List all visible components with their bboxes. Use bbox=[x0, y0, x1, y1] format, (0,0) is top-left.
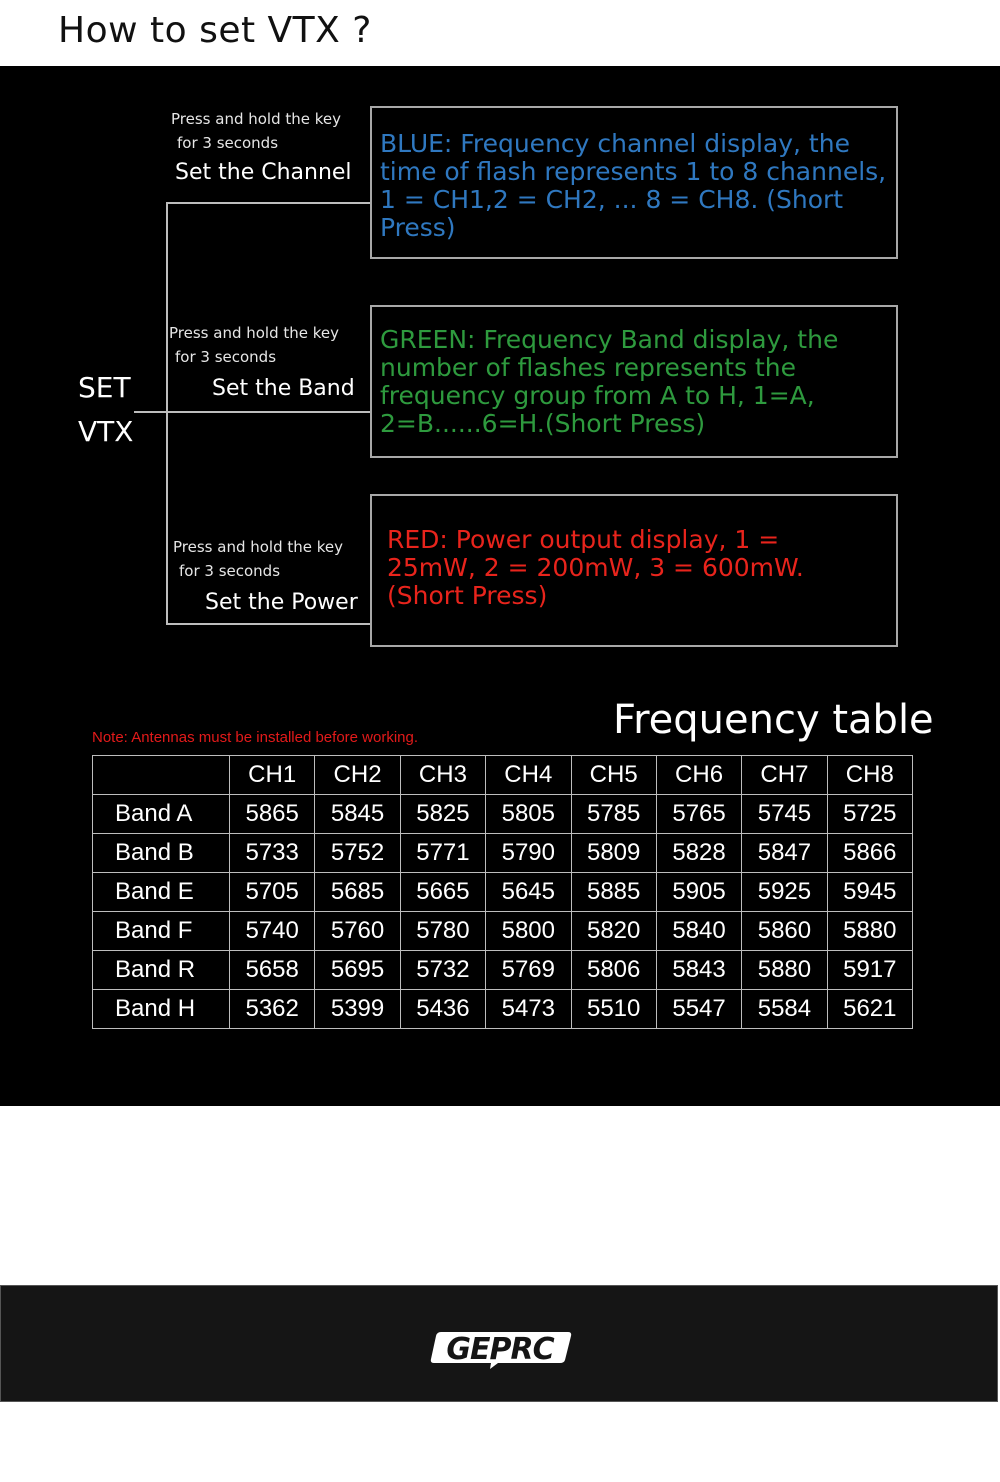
connector-root bbox=[134, 411, 370, 413]
table-row: Band E 5705 5685 5665 5645 5885 5905 5925 5945 bbox=[93, 873, 913, 912]
set-band-label: Set the Band bbox=[212, 376, 355, 401]
band-description-box: GREEN: Frequency Band display, the number of flashes represents the frequency group from A to H, 1=A, 2=B......6=H.(Short Press) bbox=[370, 305, 898, 458]
set-power-label: Set the Power bbox=[205, 590, 358, 615]
connector-channel bbox=[166, 202, 370, 204]
power-hint: Press and hold the key for 3 seconds bbox=[173, 538, 344, 580]
table-header-row: CH1 CH2 CH3 CH4 CH5 CH6 CH7 CH8 bbox=[93, 756, 913, 795]
set-channel-label: Set the Channel bbox=[175, 160, 352, 185]
antenna-warning-note: Note: Antennas must be installed before working. bbox=[92, 729, 419, 746]
table-row: Band F 5740 5760 5780 5800 5820 5840 5860 5880 bbox=[93, 912, 913, 951]
channel-description-box: BLUE: Frequency channel display, the time of flash represents 1 to 8 channels, 1 = CH1,2 = CH2, ... 8 = CH8. (Short Press) bbox=[370, 106, 898, 259]
svg-text:GEPRC: GEPRC bbox=[446, 1332, 554, 1367]
table-row: Band B 5733 5752 5771 5790 5809 5828 5847 5866 bbox=[93, 834, 913, 873]
channel-hint: Press and hold the key for 3 seconds bbox=[171, 110, 342, 152]
table-row: Band H 5362 5399 5436 5473 5510 5547 5584 5621 bbox=[93, 990, 913, 1029]
band-hint: Press and hold the key for 3 seconds bbox=[169, 324, 340, 366]
connector-power bbox=[166, 623, 370, 625]
power-description-box: RED: Power output display, 1 = 25mW, 2 = 200mW, 3 = 600mW.(Short Press) bbox=[370, 494, 898, 647]
frequency-table-title: Frequency table bbox=[613, 697, 934, 743]
connector-vertical bbox=[166, 202, 168, 625]
set-vtx-label: SET VTX bbox=[78, 371, 134, 448]
frequency-table bbox=[92, 755, 913, 1029]
page-title: How to set VTX ? bbox=[58, 10, 372, 51]
table-row: Band R 5658 5695 5732 5769 5806 5843 5880 5917 bbox=[93, 951, 913, 990]
geprc-logo bbox=[428, 1328, 572, 1370]
table-row: Band A 5865 5845 5825 5805 5785 5765 5745 5725 bbox=[93, 795, 913, 834]
